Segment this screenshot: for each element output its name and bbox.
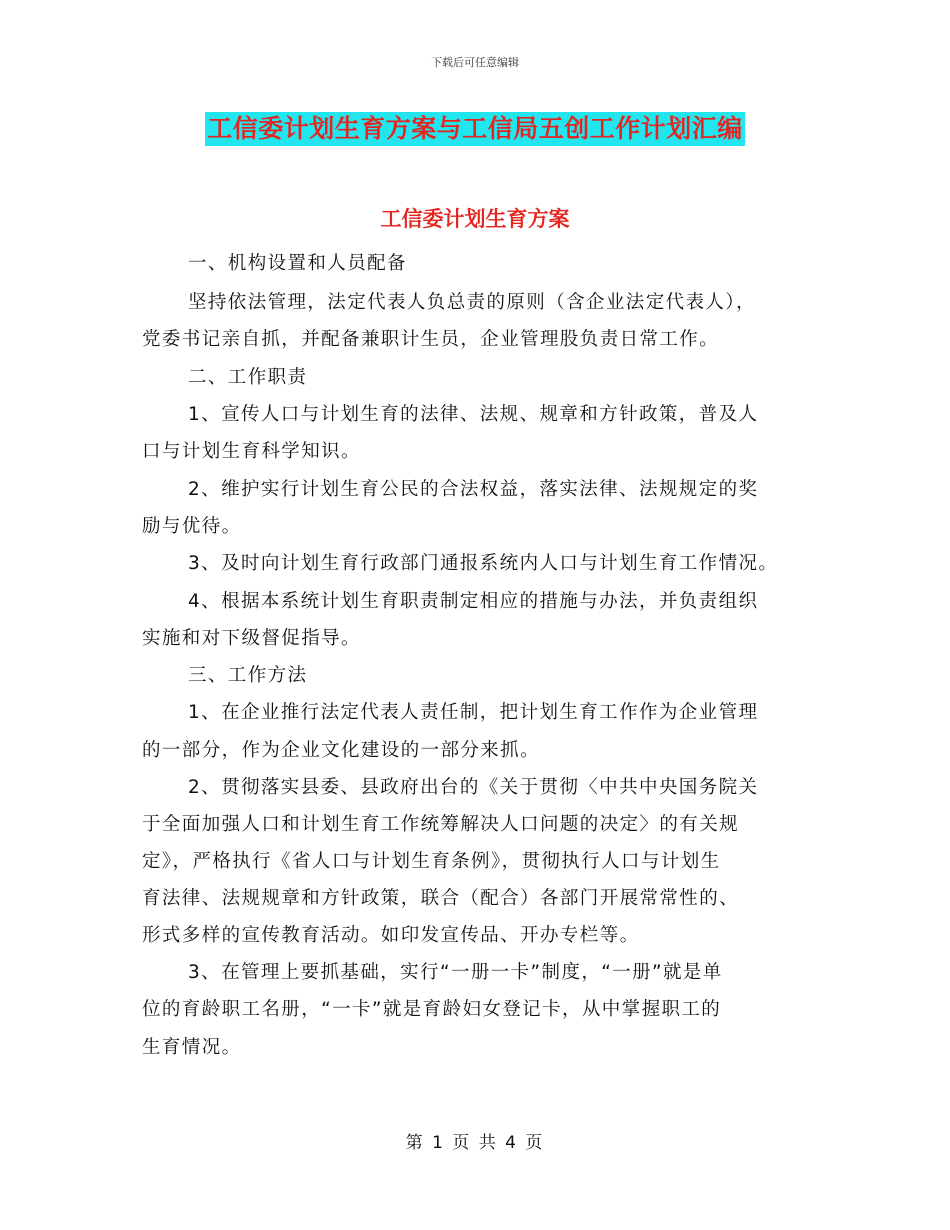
- paragraph-line: 1、宣传人口与计划生育的法律、法规、规章和方针政策，普及人: [188, 404, 759, 425]
- document-title-wrap: [0, 112, 950, 146]
- paragraph-line: 形式多样的宣传教育活动。如印发宣传品、开办专栏等。: [142, 925, 640, 946]
- paragraph-line: 位的育龄职工名册，“一卡”就是育龄妇女登记卡，从中掌握职工的: [142, 999, 722, 1020]
- paragraph-line: 2、贯彻落实县委、县政府出台的《关于贯彻〈中共中央国务院关: [188, 777, 759, 798]
- paragraph-line: 励与优待。: [142, 516, 242, 537]
- header-note: 下载后可任意编辑: [431, 56, 519, 69]
- heading-line: 二、工作职责: [188, 367, 308, 388]
- paragraph-line: 于全面加强人口和计划生育工作统筹解决人口问题的决定〉的有关规: [142, 814, 740, 835]
- document-title: 工信委计划生育方案与工信局五创工作计划汇编: [205, 112, 745, 146]
- page-number: 第 1 页 共 4 页: [405, 1133, 545, 1153]
- paragraph-line: 口与计划生育科学知识。: [142, 441, 361, 462]
- section-title: 工信委计划生育方案: [380, 206, 570, 231]
- paragraph-line: 1、在企业推行法定代表人责任制，把计划生育工作作为企业管理: [188, 702, 759, 723]
- paragraph-line: 生育情况。: [142, 1037, 242, 1058]
- paragraph-line: 4、根据本系统计划生育职责制定相应的措施与办法，并负责组织: [188, 591, 759, 612]
- paragraph-line: 2、维护实行计划生育公民的合法权益，落实法律、法规规定的奖: [188, 479, 759, 500]
- paragraph-line: 的一部分，作为企业文化建设的一部分来抓。: [142, 740, 541, 761]
- paragraph-line: 定》，严格执行《省人口与计划生育条例》，贯彻执行人口与计划生: [142, 851, 721, 872]
- paragraph-line: 党委书记亲自抓，并配备兼职计生员，企业管理股负责日常工作。: [142, 329, 720, 350]
- paragraph-line: 3、在管理上要抓基础，实行“一册一卡”制度，“一册”就是单: [188, 962, 723, 983]
- paragraph-line: 实施和对下级督促指导。: [142, 628, 361, 649]
- paragraph-line: 育法律、法规规章和方针政策，联合（配合）各部门开展常常性的、: [142, 888, 740, 909]
- heading-line: 一、机构设置和人员配备: [188, 253, 407, 274]
- heading-line: 三、工作方法: [188, 665, 308, 686]
- paragraph-line: 坚持依法管理，法定代表人负总责的原则（含企业法定代表人），: [188, 292, 756, 313]
- paragraph-line: 3、及时向计划生育行政部门通报系统内人口与计划生育工作情况。: [188, 553, 779, 574]
